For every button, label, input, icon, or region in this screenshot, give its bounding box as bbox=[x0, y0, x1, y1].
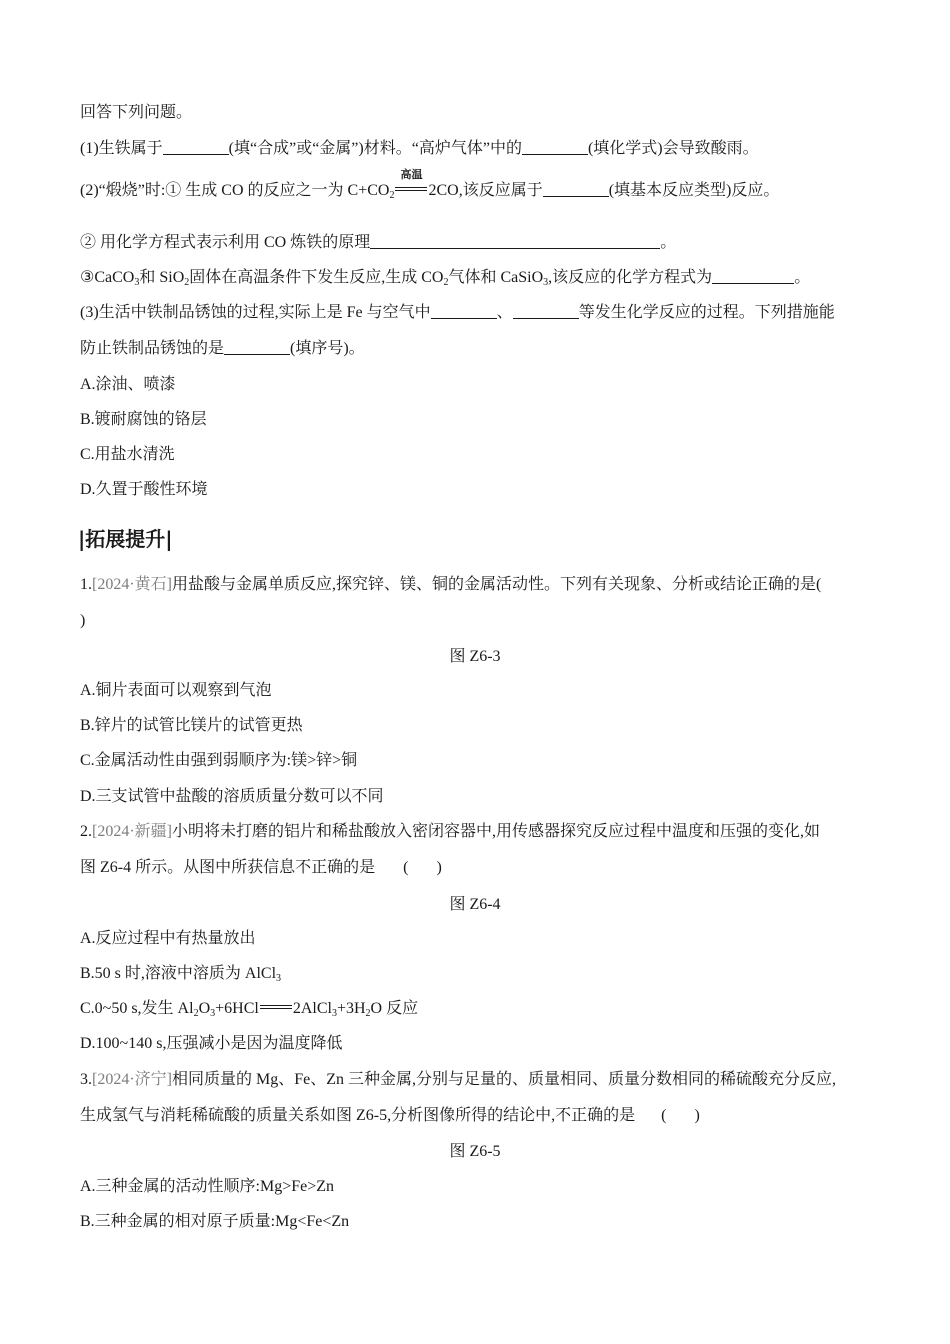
text: B.50 s 时,溶液中溶质为 AlCl bbox=[80, 965, 277, 982]
problem-2-option-c bbox=[80, 998, 890, 1020]
option-d: D.久置于酸性环境 bbox=[80, 481, 208, 498]
answer-blank[interactable] bbox=[163, 139, 229, 155]
option-c: C.用盐水清洗 bbox=[80, 446, 175, 463]
answer-blank[interactable] bbox=[431, 303, 497, 319]
text: (填化学式)会导致酸雨。 bbox=[587, 140, 759, 157]
problem-2-option-d: D.100~140 s,压强减小是因为温度降低 bbox=[80, 1035, 343, 1052]
text: 。 bbox=[660, 234, 677, 251]
problem-1-option-b: B.锌片的试管比镁片的试管更热 bbox=[80, 717, 303, 734]
answer-paren-left: ( bbox=[403, 859, 409, 876]
text: 。 bbox=[794, 269, 811, 286]
problem-number: 2. bbox=[80, 823, 92, 840]
figure-caption: 图 Z6-5 bbox=[449, 1143, 501, 1160]
subscript: 2 bbox=[184, 277, 190, 288]
problem-3-stem bbox=[80, 1069, 890, 1091]
problem-number: 1. bbox=[80, 576, 92, 593]
answer-paren-left: ( bbox=[661, 1107, 667, 1124]
figure-caption: 图 Z6-3 bbox=[449, 648, 501, 665]
subscript: 2 bbox=[389, 190, 395, 201]
question-2-line bbox=[80, 169, 890, 202]
problem-text: 用盐酸与金属单质反应,探究锌、镁、铜的金属活动性。下列有关现象、分析或结论正确的是( bbox=[172, 576, 822, 593]
text: 和 SiO bbox=[139, 269, 185, 286]
text: 固体在高温条件下发生反应,生成 CO bbox=[189, 269, 444, 286]
problem-text: 相同质量的 Mg、Fe、Zn 三种金属,分别与足量的、质量相同、质量分数相同的稀硫酸充分反应, bbox=[172, 1071, 837, 1088]
text: +3H bbox=[336, 1000, 366, 1017]
answer-blank[interactable] bbox=[712, 268, 794, 284]
problem-1-option-d: D.三支试管中盐酸的溶质质量分数可以不同 bbox=[80, 788, 384, 805]
text: O 反应 bbox=[370, 1000, 419, 1017]
problem-2-stem bbox=[80, 821, 890, 843]
intro-line bbox=[80, 102, 890, 124]
text: (2)“煅烧”时:① 生成 CO 的反应之一为 C+CO bbox=[80, 182, 390, 199]
problem-text: 小明将未打磨的铝片和稀盐酸放入密闭容器中,用传感器探究反应过程中温度和压强的变化,如 bbox=[172, 823, 821, 840]
text: 、 bbox=[496, 304, 513, 321]
condition-text: 高温 bbox=[400, 169, 423, 181]
text: 2AlCl bbox=[292, 1000, 332, 1017]
subscript: 3 bbox=[331, 1008, 337, 1019]
intro-text: 回答下列问题。 bbox=[80, 104, 193, 121]
answer-blank[interactable] bbox=[522, 139, 588, 155]
answer-paren-right: ) bbox=[694, 1107, 700, 1124]
problem-text: 图 Z6-4 所示。从图中所获信息不正确的是 bbox=[80, 859, 376, 876]
problem-3-option-b: B.三种金属的相对原子质量:Mg<Fe<Zn bbox=[80, 1213, 350, 1230]
question-2-3-line bbox=[80, 267, 890, 289]
text: O bbox=[198, 1000, 211, 1017]
question-3-line bbox=[80, 302, 890, 324]
section-heading: |拓展提升| bbox=[78, 527, 173, 551]
subscript: 3 bbox=[276, 973, 282, 984]
equals-sign bbox=[260, 1001, 292, 1013]
text: +6HCl bbox=[215, 1000, 259, 1017]
problem-2-option-b bbox=[80, 963, 890, 985]
option-a: A.涂油、喷漆 bbox=[80, 376, 176, 393]
text: (填序号)。 bbox=[290, 340, 365, 357]
question-3-line-2 bbox=[80, 338, 890, 360]
text: (填“合成”或“金属”)材料。“高炉气体”中的 bbox=[228, 140, 522, 157]
text: (3)生活中铁制品锈蚀的过程,实际上是 Fe 与空气中 bbox=[80, 304, 431, 321]
problem-3-stem-2 bbox=[80, 1105, 890, 1127]
problem-1-stem-2: ) bbox=[80, 612, 86, 629]
option-b: B.镀耐腐蚀的铬层 bbox=[80, 411, 207, 428]
problem-2-option-a: A.反应过程中有热量放出 bbox=[80, 930, 256, 947]
problem-2-stem-2 bbox=[80, 857, 890, 879]
subscript: 3 bbox=[543, 277, 549, 288]
answer-blank[interactable] bbox=[513, 303, 579, 319]
answer-blank[interactable] bbox=[370, 233, 660, 249]
text: 等发生化学反应的过程。下列措施能 bbox=[578, 304, 835, 321]
problem-3-option-a: A.三种金属的活动性顺序:Mg>Fe>Zn bbox=[80, 1178, 335, 1195]
problem-source: [2024·黄石] bbox=[92, 576, 172, 593]
subscript: 2 bbox=[443, 277, 449, 288]
subscript: 3 bbox=[134, 277, 140, 288]
text: 2CO,该反应属于 bbox=[428, 182, 543, 199]
answer-paren-right: ) bbox=[436, 859, 442, 876]
problem-1-option-c: C.金属活动性由强到弱顺序为:镁>锌>铜 bbox=[80, 752, 358, 769]
reaction-condition-sign bbox=[395, 169, 427, 195]
question-2-2-line bbox=[80, 232, 890, 254]
text: (1)生铁属于 bbox=[80, 140, 163, 157]
problem-1-option-a: A.铜片表面可以观察到气泡 bbox=[80, 682, 272, 699]
text: (填基本反应类型)反应。 bbox=[608, 182, 780, 199]
problem-source: [2024·新疆] bbox=[92, 823, 172, 840]
figure-caption: 图 Z6-4 bbox=[449, 896, 501, 913]
problem-text: 生成氢气与消耗稀硫酸的质量关系如图 Z6-5,分析图像所得的结论中,不正确的是 bbox=[80, 1107, 636, 1124]
subscript: 2 bbox=[193, 1008, 199, 1019]
answer-blank[interactable] bbox=[543, 181, 609, 197]
text: ② 用化学方程式表示利用 CO 炼铁的原理 bbox=[80, 234, 371, 251]
text: 防止铁制品锈蚀的是 bbox=[80, 340, 225, 357]
subscript: 3 bbox=[210, 1008, 216, 1019]
problem-source: [2024·济宁] bbox=[92, 1071, 172, 1088]
problem-1-stem bbox=[80, 574, 890, 596]
text: C.0~50 s,发生 Al bbox=[80, 1000, 194, 1017]
question-1-line bbox=[80, 138, 890, 160]
subscript: 2 bbox=[365, 1008, 371, 1019]
problem-number: 3. bbox=[80, 1071, 92, 1088]
text: ,该反应的化学方程式为 bbox=[548, 269, 713, 286]
text: ③CaCO bbox=[80, 269, 135, 286]
text: 气体和 CaSiO bbox=[448, 269, 544, 286]
answer-blank[interactable] bbox=[224, 339, 290, 355]
